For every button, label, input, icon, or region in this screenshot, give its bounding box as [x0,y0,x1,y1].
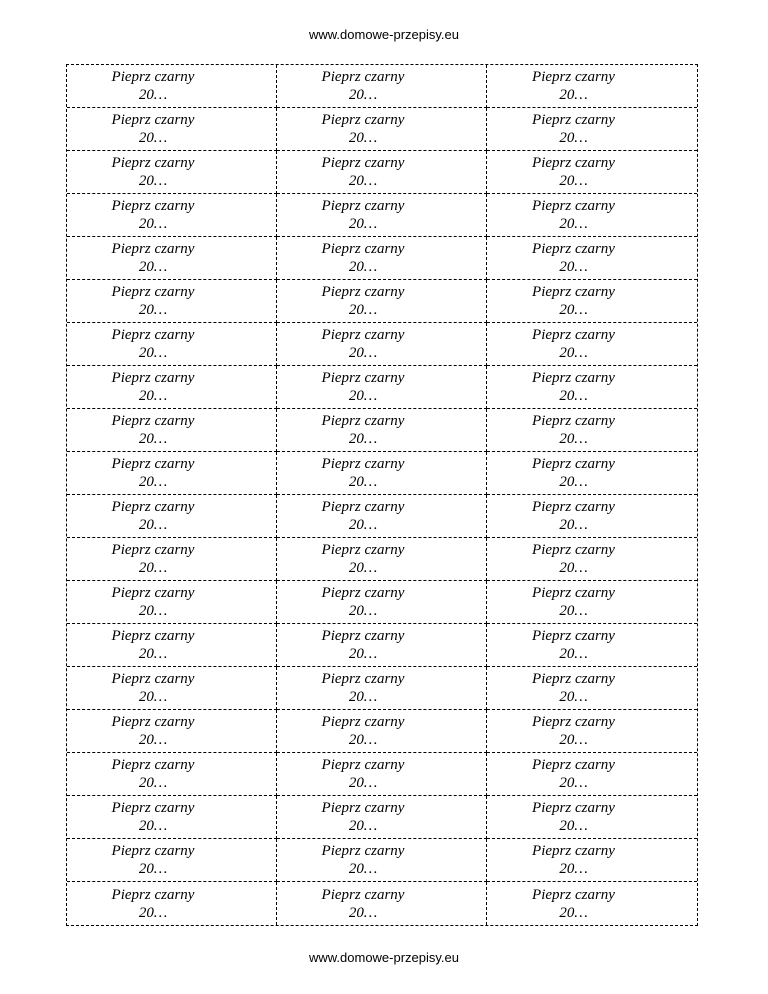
spice-name: Pieprz czarny [111,757,195,773]
spice-name: Pieprz czarny [321,499,405,515]
date-field: 20… [559,603,588,619]
spice-label [67,495,277,538]
date-field: 20… [138,560,168,576]
spice-name: Pieprz czarny [532,198,615,214]
spice-name: Pieprz czarny [532,714,615,730]
spice-label [277,796,487,839]
date-field: 20… [138,732,168,748]
footer-site-url: www.domowe-przepisy.eu [308,950,460,965]
spice-name: Pieprz czarny [111,456,195,472]
spice-label [67,280,277,323]
spice-name: Pieprz czarny [532,671,615,687]
date-field: 20… [348,173,378,189]
spice-name: Pieprz czarny [321,155,405,171]
spice-label [277,710,487,753]
spice-name: Pieprz czarny [321,886,405,903]
spice-name: Pieprz czarny [532,241,615,257]
spice-name: Pieprz czarny [111,800,195,816]
spice-label [67,667,277,710]
spice-name: Pieprz czarny [321,757,405,773]
spice-name: Pieprz czarny [111,714,195,730]
spice-name: Pieprz czarny [321,327,405,343]
date-field: 20… [559,517,588,533]
date-field: 20… [559,216,588,232]
date-field: 20… [138,474,168,490]
spice-name: Pieprz czarny [532,757,615,773]
date-field: 20… [348,302,378,318]
spice-label [487,237,697,280]
spice-label [67,366,277,409]
spice-name: Pieprz czarny [111,241,195,257]
spice-label [487,366,697,409]
spice-label [67,452,277,495]
spice-name: Pieprz czarny [111,671,195,687]
spice-name: Pieprz czarny [111,628,195,644]
date-field: 20… [559,560,588,576]
spice-name: Pieprz czarny [532,69,615,85]
spice-label [277,194,487,237]
spice-name: Pieprz czarny [321,585,405,601]
spice-name: Pieprz czarny [532,284,615,300]
spice-name: Pieprz czarny [111,542,195,558]
spice-label [67,538,277,581]
spice-name: Pieprz czarny [321,456,405,472]
spice-name: Pieprz czarny [532,800,615,816]
spice-label [67,108,277,151]
spice-label [487,194,697,237]
date-field: 20… [348,259,378,275]
spice-label [487,323,697,366]
spice-name: Pieprz czarny [321,413,405,429]
spice-name: Pieprz czarny [111,843,195,859]
date-field: 20… [138,861,168,877]
date-field: 20… [138,216,168,232]
spice-label [487,65,697,108]
spice-label [487,624,697,667]
spice-label [487,538,697,581]
spice-label [277,366,487,409]
spice-name: Pieprz czarny [321,714,405,730]
date-field: 20… [348,216,378,232]
spice-label [487,882,697,925]
spice-name: Pieprz czarny [321,112,405,128]
date-field: 20… [559,345,588,361]
spice-name: Pieprz czarny [532,327,615,343]
spice-name: Pieprz czarny [532,886,615,903]
date-field: 20… [559,130,588,146]
spice-label [487,108,697,151]
date-field: 20… [138,646,168,662]
spice-name: Pieprz czarny [321,628,405,644]
date-field: 20… [138,431,168,447]
date-field: 20… [348,388,378,404]
spice-label [277,667,487,710]
spice-name: Pieprz czarny [111,69,195,85]
date-field: 20… [138,689,168,705]
spice-name: Pieprz czarny [111,327,195,343]
spice-name: Pieprz czarny [321,241,405,257]
spice-label [67,194,277,237]
date-field: 20… [138,173,168,189]
date-field: 20… [348,646,378,662]
date-field: 20… [559,689,588,705]
spice-label [67,151,277,194]
date-field: 20… [559,646,588,662]
spice-label [67,796,277,839]
date-field: 20… [559,474,588,490]
date-field: 20… [559,904,588,921]
spice-name: Pieprz czarny [321,671,405,687]
spice-name: Pieprz czarny [321,370,405,386]
spice-name: Pieprz czarny [321,284,405,300]
date-field: 20… [138,517,168,533]
spice-label [277,882,487,925]
date-field: 20… [559,861,588,877]
spice-label [67,710,277,753]
date-field: 20… [348,517,378,533]
spice-label [67,753,277,796]
spice-name: Pieprz czarny [532,843,615,859]
date-field: 20… [348,87,378,103]
spice-label [487,796,697,839]
label-sheet [66,64,698,926]
date-field: 20… [348,603,378,619]
spice-name: Pieprz czarny [321,69,405,85]
spice-label [487,753,697,796]
spice-label [277,839,487,882]
date-field: 20… [138,775,168,791]
date-field: 20… [348,560,378,576]
date-field: 20… [348,861,378,877]
spice-name: Pieprz czarny [111,155,195,171]
spice-name: Pieprz czarny [111,886,195,903]
spice-name: Pieprz czarny [111,112,195,128]
spice-label [487,839,697,882]
spice-name: Pieprz czarny [111,198,195,214]
date-field: 20… [138,87,168,103]
date-field: 20… [559,259,588,275]
spice-label [67,839,277,882]
date-field: 20… [348,818,378,834]
spice-label [67,323,277,366]
spice-label [487,495,697,538]
spice-name: Pieprz czarny [321,800,405,816]
spice-label [67,624,277,667]
spice-name: Pieprz czarny [111,370,195,386]
spice-label [67,237,277,280]
date-field: 20… [559,775,588,791]
spice-name: Pieprz czarny [532,370,615,386]
spice-label [277,65,487,108]
date-field: 20… [138,302,168,318]
spice-label [277,624,487,667]
date-field: 20… [348,130,378,146]
date-field: 20… [138,345,168,361]
spice-name: Pieprz czarny [532,585,615,601]
date-field: 20… [559,173,588,189]
date-field: 20… [348,431,378,447]
spice-label [67,882,277,925]
spice-name: Pieprz czarny [532,499,615,515]
spice-label [487,452,697,495]
spice-name: Pieprz czarny [532,112,615,128]
spice-name: Pieprz czarny [111,585,195,601]
spice-label [277,538,487,581]
spice-label [277,753,487,796]
spice-name: Pieprz czarny [532,155,615,171]
spice-label [277,108,487,151]
date-field: 20… [138,818,168,834]
spice-label [277,237,487,280]
date-field: 20… [559,818,588,834]
spice-label [67,65,277,108]
spice-label [487,409,697,452]
spice-label [277,409,487,452]
date-field: 20… [559,431,588,447]
spice-label [487,151,697,194]
date-field: 20… [348,689,378,705]
spice-name: Pieprz czarny [532,628,615,644]
spice-name: Pieprz czarny [321,843,405,859]
date-field: 20… [559,732,588,748]
spice-name: Pieprz czarny [321,198,405,214]
spice-label [487,667,697,710]
spice-name: Pieprz czarny [532,542,615,558]
date-field: 20… [348,904,378,921]
date-field: 20… [348,732,378,748]
spice-label [67,409,277,452]
spice-label [277,452,487,495]
spice-name: Pieprz czarny [111,413,195,429]
spice-label [277,280,487,323]
date-field: 20… [559,388,588,404]
date-field: 20… [138,904,168,921]
spice-label [487,710,697,753]
spice-label [277,151,487,194]
date-field: 20… [348,775,378,791]
spice-name: Pieprz czarny [532,413,615,429]
spice-label [67,581,277,624]
date-field: 20… [138,388,168,404]
spice-name: Pieprz czarny [321,542,405,558]
spice-label [487,581,697,624]
spice-name: Pieprz czarny [111,499,195,515]
spice-label [277,581,487,624]
spice-label [277,323,487,366]
spice-label [487,280,697,323]
date-field: 20… [559,87,588,103]
date-field: 20… [138,603,168,619]
spice-name: Pieprz czarny [111,284,195,300]
spice-label [277,495,487,538]
date-field: 20… [138,259,168,275]
date-field: 20… [348,345,378,361]
date-field: 20… [559,302,588,318]
date-field: 20… [138,130,168,146]
spice-name: Pieprz czarny [532,456,615,472]
date-field: 20… [348,474,378,490]
header-site-url: www.domowe-przepisy.eu [308,27,460,42]
